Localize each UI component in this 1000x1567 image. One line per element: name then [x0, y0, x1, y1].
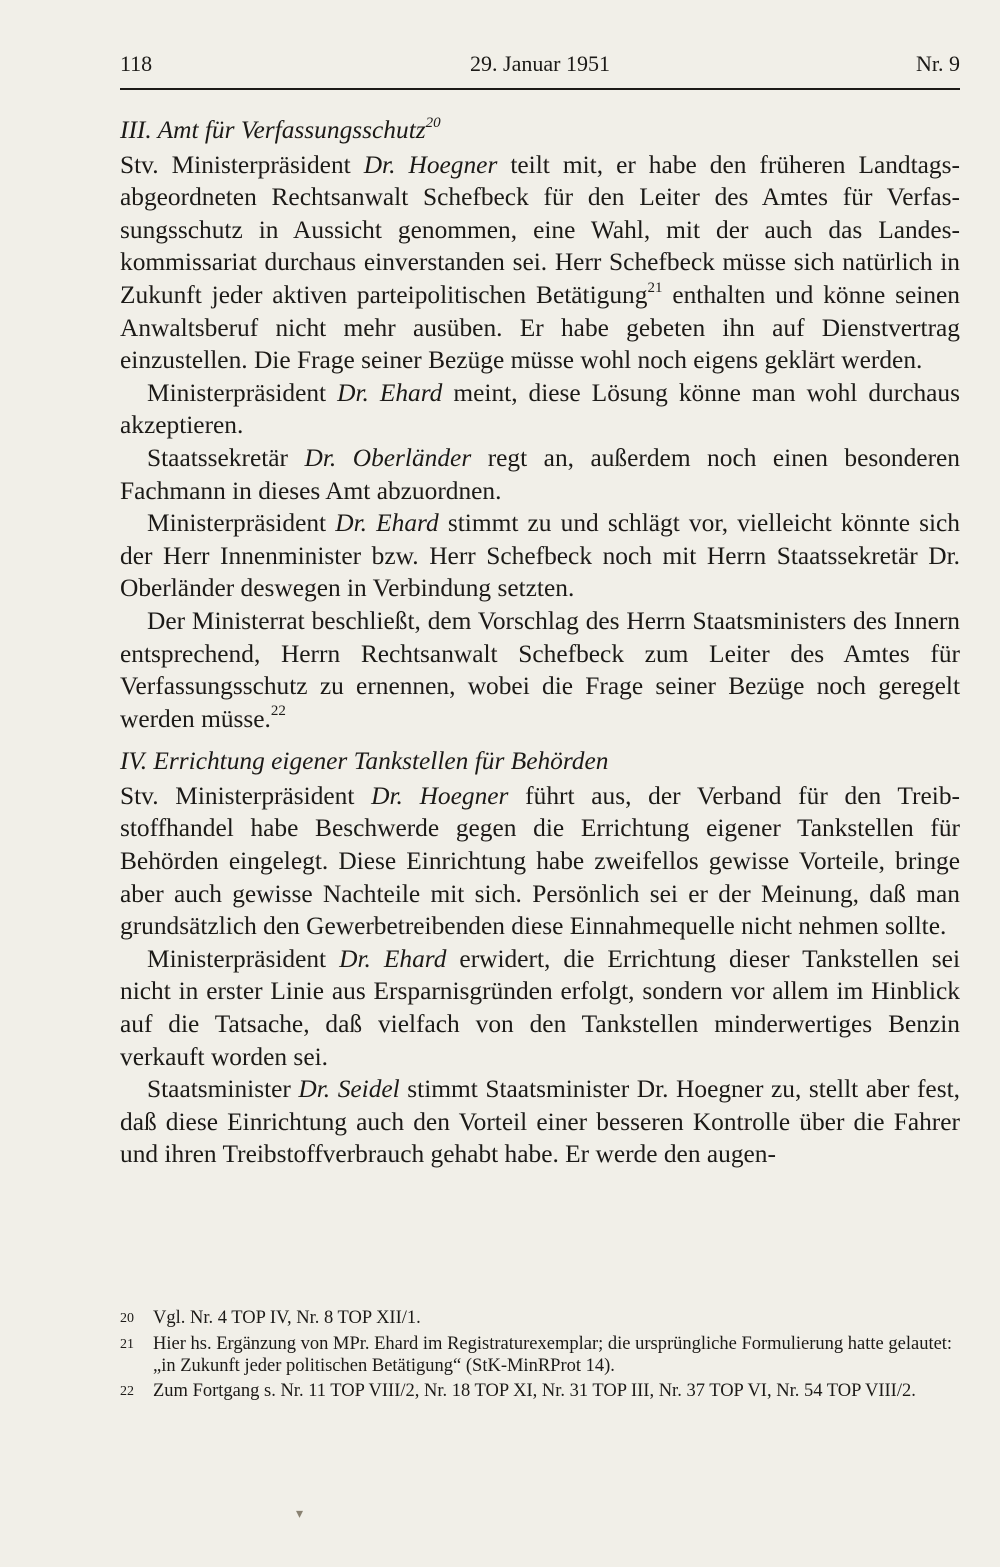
speaker-name: Dr. Hoegner [363, 150, 498, 179]
text-run: führt aus, der Verband für den Treibstoffhandel habe Beschwerde gegen die Errichtung eigener Tankstellen für Behörden eingelegt. Diese Einrichtung habe zweifellos gewisse Vorteile, bringe aber auch gewisse Nachteile mit sich. Persönlich sei er der Meinung, daß man grundsätzlich den Gewerbetreibenden diese Einnahmequelle nicht nehmen sollte. [120, 781, 960, 941]
footnote-ref: 20 [425, 114, 441, 131]
footnotes [120, 1307, 960, 1406]
bottom-mark: ▾ [296, 1507, 304, 1522]
footnote [120, 1333, 960, 1377]
section-heading-amt-fuer-verfassungsschutz [120, 114, 960, 147]
body-text [120, 108, 960, 1171]
text-run: teilt mit, er habe den früheren Landtagsabgeordneten Rechtsanwalt Schefbeck für den Leiter des Amtes für Verfassungsschutz in Aussicht genommen, eine Wahl, mit der auch das Landeskommissariat durchaus einverstanden sei. Herr Schefbeck müsse sich natürlich in Zukunft jeder aktiven parteipolitischen Betätigung [120, 150, 960, 309]
footnote-number: 20 [120, 1311, 134, 1326]
footnote-text: Hier hs. Ergänzung von MPr. Ehard im Registraturexemplar; die ursprüngliche Formulierung hatte gelautet: „in Zukunft jeder politischen Betätigung“ (StK-MinRProt 14). [153, 1334, 953, 1376]
running-head-date: 29. Januar 1951 [470, 51, 610, 76]
footnote [120, 1380, 960, 1403]
paragraph [120, 1073, 960, 1171]
footnote-number: 21 [120, 1337, 134, 1352]
paragraph [120, 507, 960, 605]
text-run: meint, diese Lösung könne man wohl durchaus akzeptieren. [120, 378, 961, 440]
paragraph [120, 442, 960, 507]
text-run: stimmt zu und schlägt vor, vielleicht könnte sich der Herr Innenminister bzw. Herr Schefbeck noch mit Herrn Staatssekretär Dr. Oberländer deswegen in Verbindung setzten. [120, 509, 961, 603]
speaker-name: Dr. Hoegner [371, 781, 509, 810]
page-number: 118 [120, 51, 153, 76]
paragraph [120, 943, 960, 1073]
section-heading-text: III. Amt für Verfassungsschutz [120, 116, 426, 144]
section-heading-tankstellen: IV. Errichtung eigener Tankstellen für Behörden [120, 747, 609, 776]
paragraph [120, 377, 960, 442]
footnote-text: Zum Fortgang s. Nr. 11 TOP VIII/2, Nr. 18 TOP XI, Nr. 31 TOP III, Nr. 37 TOP VI, Nr. 54 TOP VIII/2. [153, 1381, 916, 1401]
header-rule [120, 88, 960, 90]
text-run: Stv. Ministerpräsident [120, 150, 364, 179]
speaker-name: Dr. Ehard [337, 378, 443, 407]
footnote-ref: 21 [647, 279, 663, 296]
document-number: Nr. 9 [916, 51, 960, 76]
text-run: Staatssekretär [147, 443, 305, 472]
footnote-number: 22 [120, 1384, 134, 1399]
text-run: Staatsminister [147, 1075, 299, 1104]
text-run: erwidert, die Errichtung dieser Tankstellen sei nicht in erster Linie aus Ersparnisgründen erfolgt, sondern vor allem im Hinblick auf die Tatsache, daß vielfach von den Tankstellen minderwertiges Benzin verkauft worden sei. [120, 944, 961, 1071]
paragraph [120, 780, 960, 943]
footnote-ref: 22 [270, 703, 286, 720]
footnote [120, 1307, 960, 1330]
speaker-name: Dr. Ehard [335, 509, 439, 538]
footnote-text: Vgl. Nr. 4 TOP IV, Nr. 8 TOP XII/1. [153, 1308, 421, 1328]
speaker-name: Dr. Seidel [298, 1075, 400, 1104]
paragraph-decision [120, 605, 960, 735]
paragraph [120, 149, 960, 377]
text-run: Der Ministerrat beschließt, dem Vorschlag des Herrn Staatsministers des Innern entsprechend, Herrn Rechtsanwalt Schefbeck zum Leiter des Amtes für Verfassungsschutz zu ernennen, wobei die Frage seiner Bezüge noch geregelt werden müsse. [120, 606, 960, 733]
speaker-name: Dr. Ehard [339, 944, 447, 973]
text-run: Ministerpräsident [147, 378, 338, 407]
text-run: enthalten und könne seinen Anwaltsberuf nicht mehr ausüben. Er habe gebeten ihn auf Dienstvertrag einzustellen. Die Frage seiner Bezüge müsse wohl noch eigens geklärt werden. [120, 280, 961, 375]
text-run: Stv. Ministerpräsident [120, 781, 372, 810]
text-run: regt an, außerdem noch einen besonderen Fachmann in dieses Amt abzuordnen. [120, 443, 960, 505]
text-run: Ministerpräsident [147, 509, 336, 538]
text-run: Ministerpräsident [147, 944, 340, 973]
text-run: stimmt Staatsminister Dr. Hoegner zu, stellt aber fest, daß diese Einrichtung auch den Vorteil einer besseren Kontrolle über die Fahrer und ihren Treibstoffverbrauch gehabt habe. Er werde den augen- [120, 1075, 960, 1169]
speaker-name: Dr. Oberländer [304, 443, 472, 472]
